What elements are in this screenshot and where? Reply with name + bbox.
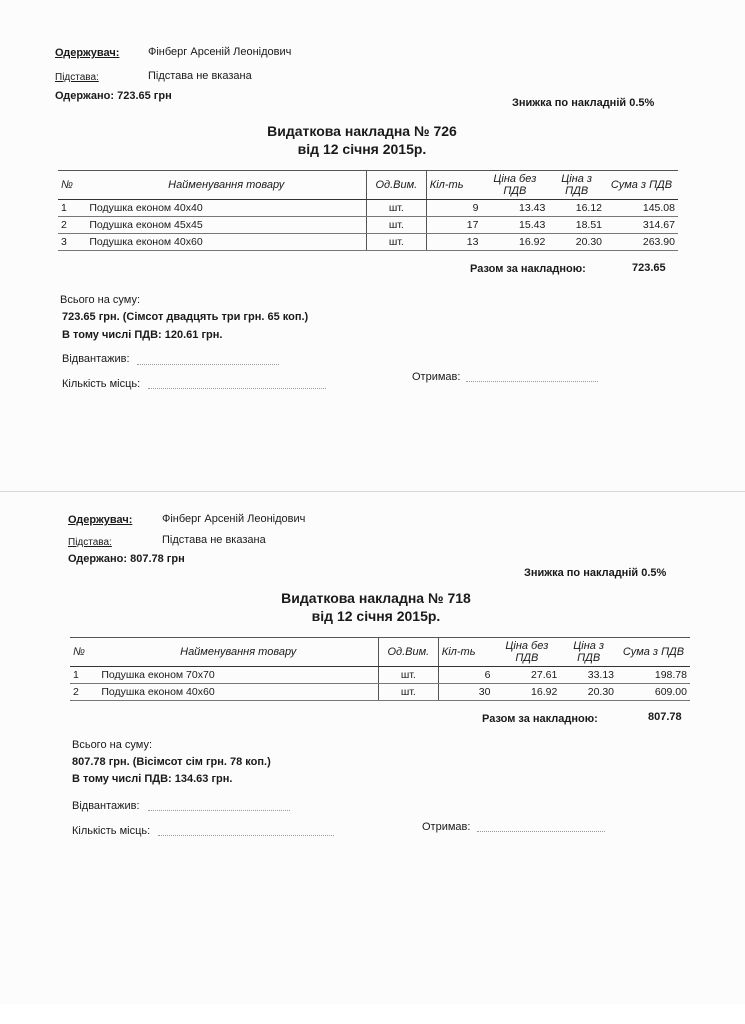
shipped-by-line — [148, 810, 290, 811]
places-count-line — [148, 388, 326, 389]
col-no: № — [58, 171, 86, 200]
table-row — [58, 234, 678, 251]
row-unit: шт. — [378, 667, 438, 684]
basis-value: Підстава не вказана — [162, 534, 266, 546]
table-header-row — [58, 171, 678, 200]
col-price-vat: Ціна з ПДВ — [548, 171, 605, 200]
invoice-718 — [0, 491, 745, 1004]
recipient-label: Одержувач: — [55, 47, 120, 59]
row-unit: шт. — [366, 217, 426, 234]
total-value: 807.78 — [648, 711, 682, 723]
row-price-vat: 20.30 — [560, 684, 617, 701]
row-qty: 30 — [438, 684, 493, 701]
table-row — [58, 217, 678, 234]
received-by-line — [466, 381, 598, 382]
table-header-row — [70, 638, 690, 667]
row-unit: шт. — [378, 684, 438, 701]
row-name: Подушка економ 45х45 — [86, 217, 366, 234]
col-sum-vat: Сума з ПДВ — [617, 638, 690, 667]
recipient-value: Фінберг Арсеній Леонідович — [148, 46, 292, 58]
col-qty: Кіл-ть — [438, 638, 493, 667]
col-price-net: Ціна без ПДВ — [493, 638, 560, 667]
shipped-by-label: Відвантажив: — [62, 353, 130, 365]
row-price-vat: 20.30 — [548, 234, 605, 251]
row-price-vat: 33.13 — [560, 667, 617, 684]
row-no: 1 — [58, 200, 86, 217]
col-unit: Од.Вим. — [378, 638, 438, 667]
table-row — [58, 200, 678, 217]
row-name: Подушка економ 40х60 — [98, 684, 378, 701]
row-name: Подушка економ 40х40 — [86, 200, 366, 217]
row-sum: 198.78 — [617, 667, 690, 684]
row-price-vat: 16.12 — [548, 200, 605, 217]
sum-in-words: 807.78 грн. (Вісімсот сім грн. 78 коп.) — [72, 756, 271, 768]
row-qty: 13 — [426, 234, 481, 251]
col-sum-vat: Сума з ПДВ — [605, 171, 678, 200]
row-no: 1 — [70, 667, 98, 684]
row-price-net: 16.92 — [481, 234, 548, 251]
received-by-label: Отримав: — [412, 371, 461, 383]
received-by-line — [477, 831, 605, 832]
discount-note: Знижка по накладній 0.5% — [524, 567, 667, 579]
row-price-net: 16.92 — [493, 684, 560, 701]
table-row — [70, 684, 690, 701]
row-no: 2 — [70, 684, 98, 701]
basis-value: Підстава не вказана — [148, 70, 252, 82]
col-name: Найменування товару — [98, 638, 378, 667]
row-unit: шт. — [366, 200, 426, 217]
row-sum: 609.00 — [617, 684, 690, 701]
received-amount: Одержано: 723.65 грн — [55, 90, 172, 102]
col-no: № — [70, 638, 98, 667]
vat-amount: В тому числі ПДВ: 120.61 грн. — [62, 329, 223, 341]
row-no: 2 — [58, 217, 86, 234]
row-price-net: 13.43 — [481, 200, 548, 217]
invoice-date: від 12 січня 2015р. — [297, 141, 427, 157]
items-table — [58, 170, 678, 251]
places-count-label: Кількість місць: — [62, 378, 141, 390]
basis-label: Підстава: — [68, 537, 112, 548]
shipped-by-label: Відвантажив: — [72, 800, 140, 812]
row-name: Подушка економ 40х60 — [86, 234, 366, 251]
basis-label: Підстава: — [55, 72, 99, 83]
col-unit: Од.Вим. — [366, 171, 426, 200]
invoice-title: Видаткова накладна № 718 — [281, 590, 471, 606]
total-label: Разом за накладною: — [482, 713, 598, 725]
total-value: 723.65 — [632, 262, 666, 274]
col-price-net: Ціна без ПДВ — [481, 171, 548, 200]
places-count-label: Кількість місць: — [72, 825, 151, 837]
table-row — [70, 667, 690, 684]
invoice-title: Видаткова накладна № 726 — [267, 123, 457, 139]
sum-label: Всього на суму: — [60, 294, 140, 306]
received-amount: Одержано: 807.78 грн — [68, 553, 185, 565]
row-no: 3 — [58, 234, 86, 251]
sum-label: Всього на суму: — [72, 739, 152, 751]
vat-amount: В тому числі ПДВ: 134.63 грн. — [72, 773, 233, 785]
row-price-net: 27.61 — [493, 667, 560, 684]
recipient-value: Фінберг Арсеній Леонідович — [162, 513, 306, 525]
row-name: Подушка економ 70х70 — [98, 667, 378, 684]
row-sum: 145.08 — [605, 200, 678, 217]
total-label: Разом за накладною: — [470, 263, 586, 275]
row-qty: 6 — [438, 667, 493, 684]
col-price-vat: Ціна з ПДВ — [560, 638, 617, 667]
row-qty: 17 — [426, 217, 481, 234]
received-by-label: Отримав: — [422, 821, 471, 833]
discount-note: Знижка по накладній 0.5% — [512, 97, 655, 109]
invoice-date: від 12 січня 2015р. — [311, 608, 441, 624]
places-count-line — [158, 835, 334, 836]
sum-in-words: 723.65 грн. (Сімсот двадцять три грн. 65 коп.) — [62, 311, 309, 323]
col-qty: Кіл-ть — [426, 171, 481, 200]
col-name: Найменування товару — [86, 171, 366, 200]
row-sum: 314.67 — [605, 217, 678, 234]
row-price-net: 15.43 — [481, 217, 548, 234]
row-sum: 263.90 — [605, 234, 678, 251]
recipient-label: Одержувач: — [68, 514, 133, 526]
row-price-vat: 18.51 — [548, 217, 605, 234]
items-table — [70, 637, 690, 701]
shipped-by-line — [137, 364, 279, 365]
row-unit: шт. — [366, 234, 426, 251]
row-qty: 9 — [426, 200, 481, 217]
